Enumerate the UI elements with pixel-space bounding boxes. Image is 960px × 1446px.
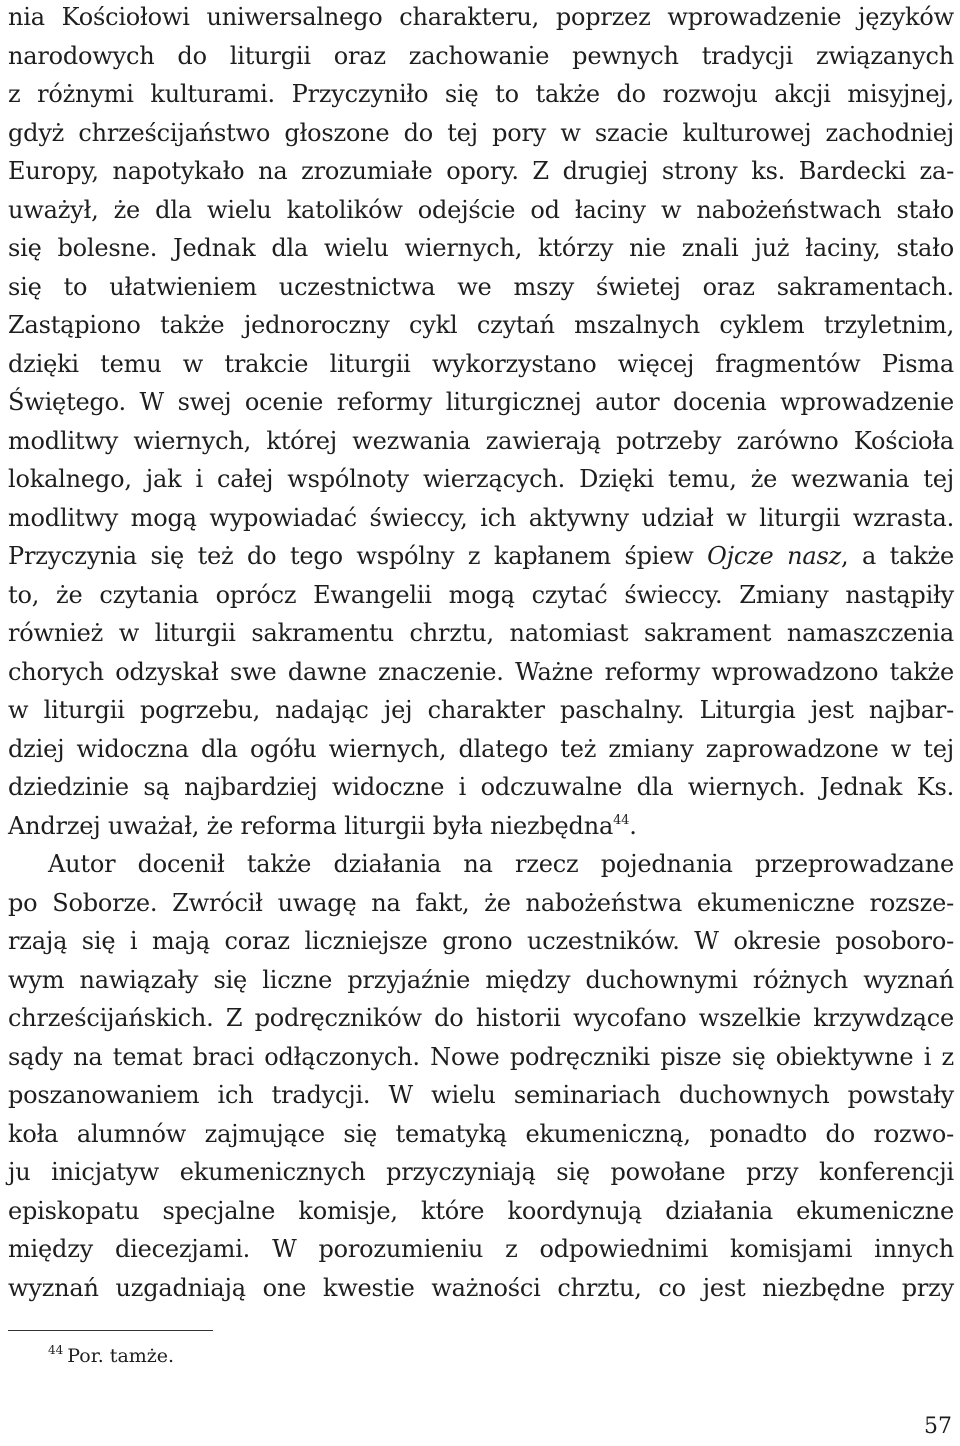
text-line: Zastąpiono także jednoroczny cykl czytań mszalnych cyklem trzyletnim, xyxy=(8,311,954,339)
text-line: dzięki temu w trakcie liturgii wykorzystano więcej fragmentów Pisma xyxy=(8,349,954,378)
text-line: modlitwy mogą wypowiadać świeccy, ich aktywny udział w liturgii wzrasta. xyxy=(8,503,954,532)
footnote-separator xyxy=(8,1330,213,1331)
footnote-reference[interactable]: 44 xyxy=(613,812,630,828)
text-line: Autor docenił także działania na rzecz pojednania przeprowadzane xyxy=(48,850,954,878)
prayer-title: Ojcze nasz xyxy=(707,542,842,570)
footnote-number: 44 xyxy=(48,1343,64,1357)
text-line-with-footnote xyxy=(8,807,954,846)
sentence-end: . xyxy=(629,811,637,840)
text-line: lokalnego, jak i całej wspólnoty wierzących. Dzięki temu, że wezwania tej xyxy=(8,465,954,493)
text-line: również w liturgii sakramentu chrztu, natomiast sakrament namaszczenia xyxy=(8,619,954,647)
text-line: modlitwy wiernych, której wezwania zawierają potrzeby zarówno Kościoła xyxy=(8,426,954,455)
text-line: uważył, że dla wielu katolików odejście od łaciny w nabożeństwach stało xyxy=(8,195,954,224)
text-line: wyznań uzgadniają one kwestie ważności chrztu, co jest niezbędne przy xyxy=(8,1273,954,1302)
text-line: Przyczynia się też do tego wspólny z kapłanem śpiew Ojcze nasz, a także xyxy=(8,542,954,570)
text-line: chrześcijańskich. Z podręczników do historii wycofano wszelkie krzywdzące xyxy=(8,1004,954,1032)
text-line: chorych odzyskał swe dawne znaczenie. Ważne reformy wprowadzono także xyxy=(8,657,954,686)
text-line: dziej widoczna dla ogółu wiernych, dlatego też zmiany zaprowadzone w tej xyxy=(8,734,954,763)
text-line: z różnymi kulturami. Przyczyniło się to także do rozwoju akcji misyjnej, xyxy=(8,80,954,108)
text-line: po Soborze. Zwrócił uwagę na fakt, że nabożeństwa ekumeniczne rozsze- xyxy=(8,888,954,917)
text-line: gdyż chrześcijaństwo głoszone do tej pory w szacie kulturowej zachodniej xyxy=(8,118,954,147)
text-line: poszanowaniem ich tradycji. W wielu seminariach duchownych powstały xyxy=(8,1081,954,1109)
text-line: sądy na temat braci odłączonych. Nowe podręczniki pisze się obiektywne i z xyxy=(8,1042,954,1071)
text-line: wym nawiązały się liczne przyjaźnie między duchownymi różnych wyznań xyxy=(8,965,954,994)
text-line: nia Kościołowi uniwersalnego charakteru, poprzez wprowadzenie języków xyxy=(8,3,954,31)
body-text xyxy=(8,0,954,1307)
text-line: to, że czytania oprócz Ewangelii mogą czytać świeccy. Zmiany nastąpiły xyxy=(8,580,954,609)
text-line: koła alumnów zajmujące się tematyką ekumeniczną, ponadto do rozwo- xyxy=(8,1119,954,1148)
footnote-text: Por. tamże. xyxy=(67,1345,175,1367)
text-line: się bolesne. Jednak dla wielu wiernych, którzy nie znali już łaciny, stało xyxy=(8,234,954,262)
text-line: Europy, napotykało na zrozumiałe opory. Z drugiej strony ks. Bardecki za- xyxy=(8,157,954,185)
text-line: w liturgii pogrzebu, nadając jej charakter paschalny. Liturgia jest najbar- xyxy=(8,696,954,724)
text-line: się to ułatwieniem uczestnictwa we mszy świetej oraz sakramentach. xyxy=(8,272,954,301)
text-line-content: Andrzej uważał, że reforma liturgii była niezbędna xyxy=(8,811,614,840)
text-line: episkopatu specjalne komisje, które koordynują działania ekumeniczne xyxy=(8,1196,954,1225)
page-number: 57 xyxy=(924,1414,952,1439)
text-line: Świętego. W swej ocenie reformy liturgicznej autor docenia wprowadzenie xyxy=(8,388,954,416)
text-line: między diecezjami. W porozumieniu z odpowiednimi komisjami innych xyxy=(8,1235,954,1263)
text-line: ju inicjatyw ekumenicznych przyczyniają się powołane przy konferencji xyxy=(8,1158,954,1186)
footnote xyxy=(48,1343,174,1367)
text-line: rzają się i mają coraz liczniejsze grono uczestników. W okresie posoboro- xyxy=(8,927,954,955)
text-line: dziedzinie są najbardziej widoczne i odczuwalne dla wiernych. Jednak Ks. xyxy=(8,773,954,801)
text-line: narodowych do liturgii oraz zachowanie pewnych tradycji związanych xyxy=(8,41,954,70)
